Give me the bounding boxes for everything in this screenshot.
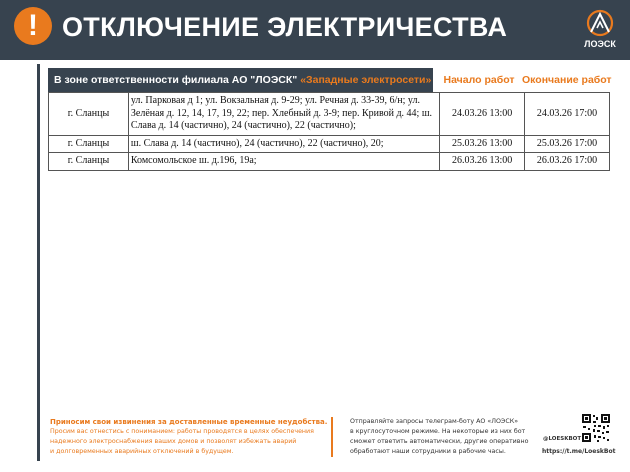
footer-bot-info	[350, 417, 540, 457]
address-cell: ш. Слава д. 14 (частично), 24 (частично), 22 (частично), 20;	[128, 135, 439, 153]
telegram-link[interactable]: https://t.me/LoeskBot	[542, 448, 616, 455]
left-accent-line	[37, 64, 40, 461]
page-header	[0, 0, 630, 60]
bot-info-line: в круглосуточном режиме. На некоторые из них бот	[350, 428, 526, 435]
address-cell: Комсомольское ш. д.196, 19а;	[128, 153, 439, 171]
apology-line: надежного электроснабжения ваших домов и позволят избежать аварий	[50, 438, 297, 445]
bot-info-line: обработают наши сотрудники в рабочие часы.	[350, 448, 506, 455]
start-time-cell: 24.03.26 13:00	[440, 93, 525, 136]
footer-apology	[50, 417, 328, 457]
loesk-logo	[577, 8, 623, 54]
end-time-cell: 24.03.26 17:00	[525, 93, 610, 136]
bot-info-line: Отправляйте запросы телеграм-боту АО «ЛОЭСК»	[350, 418, 519, 425]
section-branch: «Западные электросети»	[300, 74, 432, 86]
warning-circle-icon: !	[14, 7, 52, 45]
end-time-cell: 26.03.26 17:00	[525, 153, 610, 171]
apology-heading: Приносим свои извинения за доставленные временные неудобства.	[50, 418, 328, 426]
footer-divider	[331, 417, 333, 457]
start-time-cell: 25.03.26 13:00	[440, 135, 525, 153]
page-title: ОТКЛЮЧЕНИЕ ЭЛЕКТРИЧЕСТВА	[62, 12, 508, 42]
city-cell: г. Сланцы	[49, 135, 129, 153]
table-row	[49, 93, 610, 136]
bot-info-line: сможет ответить автоматически, другие оперативно	[350, 438, 529, 445]
qr-code-icon	[581, 413, 611, 443]
apology-line: и долговременных аварийных отключений в будущем.	[50, 448, 234, 455]
table-row	[49, 153, 610, 171]
city-cell: г. Сланцы	[49, 153, 129, 171]
address-cell: ул. Парковая д 1; ул. Вокзальная д. 9-29; ул. Речная д. 33-39, 6/н; ул. Зелёная д. 12, 14, 17, 19, 22; пер. Хлебный д. 3-9; пер. Кривой д. 44; ш. Слава д. 14 (частично), 24 (частично), 22 (частично);	[128, 93, 439, 136]
logo-text: ЛОЭСК	[584, 39, 616, 49]
table-row	[49, 135, 610, 153]
apology-line: Просим вас отнестись с пониманием: работы проводятся в целях обеспечения	[50, 428, 314, 435]
column-header-end: Окончание работ	[522, 74, 612, 86]
telegram-handle: @LOESKBOT	[543, 436, 582, 442]
start-time-cell: 26.03.26 13:00	[440, 153, 525, 171]
city-cell: г. Сланцы	[49, 93, 129, 136]
column-header-start: Начало работ	[443, 74, 515, 86]
end-time-cell: 25.03.26 17:00	[525, 135, 610, 153]
loesk-logo-mark-icon	[577, 8, 623, 40]
section-lead: В зоне ответственности филиала АО "ЛОЭСК"	[54, 74, 298, 86]
section-header	[48, 68, 433, 92]
outage-table	[48, 92, 610, 171]
